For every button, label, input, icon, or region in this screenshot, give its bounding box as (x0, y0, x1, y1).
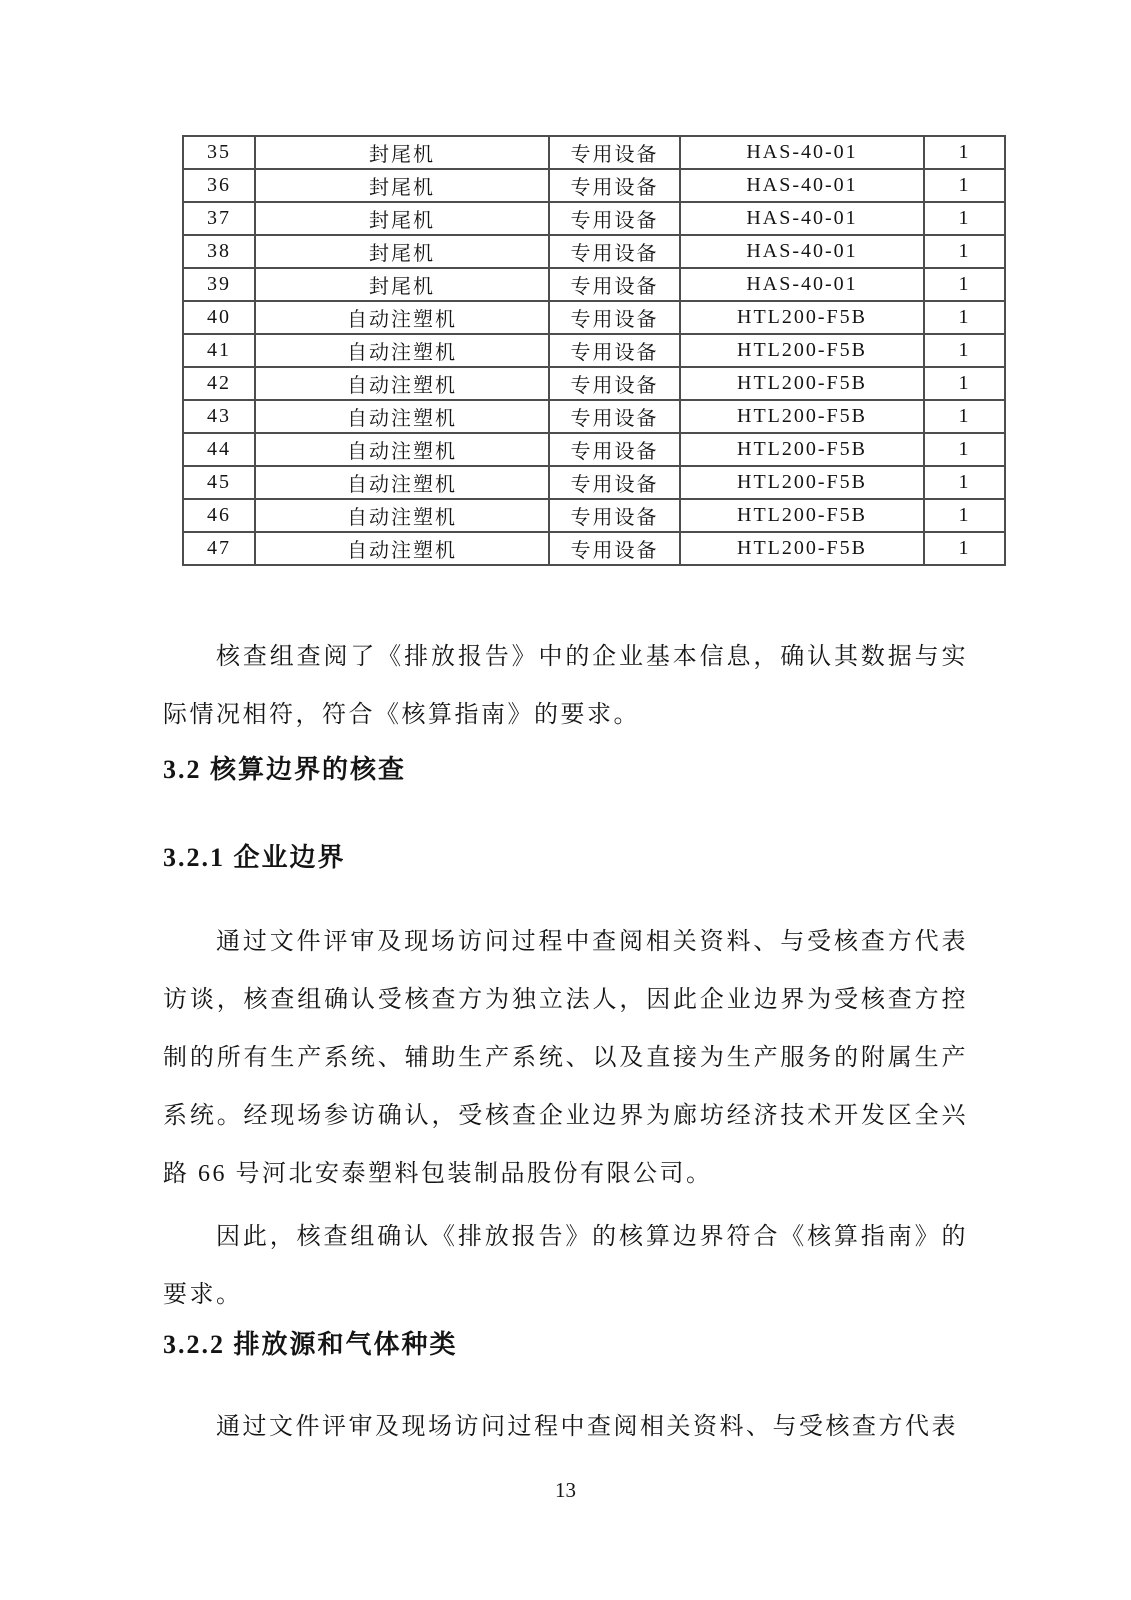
table-row (183, 301, 1005, 334)
section-heading-3-2-2: 3.2.2 排放源和气体种类 (163, 1330, 458, 1359)
table-cell: 40 (183, 301, 255, 334)
table-cell: 自动注塑机 (255, 433, 549, 466)
table-cell: 专用设备 (549, 367, 680, 400)
table-cell: 封尾机 (255, 235, 549, 268)
table-cell: 专用设备 (549, 466, 680, 499)
table-cell: 1 (924, 136, 1005, 169)
table-cell: HAS-40-01 (680, 268, 924, 301)
table-cell: HAS-40-01 (680, 136, 924, 169)
table-cell: 1 (924, 433, 1005, 466)
table-row (183, 268, 1005, 301)
table-cell: 专用设备 (549, 301, 680, 334)
table-cell: HTL200-F5B (680, 301, 924, 334)
paragraph-3-2-1-boundary: 通过文件评审及现场访问过程中查阅相关资料、与受核查方代表访谈，核查组确认受核查方为独立法人，因此企业边界为受核查方控制的所有生产系统、辅助生产系统、以及直接为生产服务的附属生产系统。经现场参访确认，受核查企业边界为廊坊经济技术开发区全兴路 66 号河北安泰塑料包装制品股份有限公司。 (163, 929, 968, 1187)
table-cell: 自动注塑机 (255, 400, 549, 433)
table-cell: 1 (924, 499, 1005, 532)
table-cell: 1 (924, 334, 1005, 367)
table-cell: 封尾机 (255, 136, 549, 169)
table-cell: HTL200-F5B (680, 532, 924, 565)
table-cell: HTL200-F5B (680, 400, 924, 433)
table-cell: 自动注塑机 (255, 499, 549, 532)
page-number: 13 (555, 1478, 576, 1502)
table-cell: 1 (924, 367, 1005, 400)
table-cell: 自动注塑机 (255, 466, 549, 499)
table-cell: 专用设备 (549, 433, 680, 466)
table-cell: 46 (183, 499, 255, 532)
table-row (183, 499, 1005, 532)
table-row (183, 466, 1005, 499)
table-cell: 42 (183, 367, 255, 400)
table-cell: 1 (924, 400, 1005, 433)
table-cell: HAS-40-01 (680, 169, 924, 202)
table-cell: HTL200-F5B (680, 499, 924, 532)
section-heading-3-2: 3.2 核算边界的核查 (163, 755, 407, 784)
table-row (183, 235, 1005, 268)
table-cell: 44 (183, 433, 255, 466)
table-cell: 自动注塑机 (255, 334, 549, 367)
table-cell: 封尾机 (255, 202, 549, 235)
table-cell: 1 (924, 532, 1005, 565)
table-cell: HTL200-F5B (680, 367, 924, 400)
table-row (183, 400, 1005, 433)
table-cell: 41 (183, 334, 255, 367)
paragraph-3-2-2-intro: 通过文件评审及现场访问过程中查阅相关资料、与受核查方代表 (216, 1414, 958, 1440)
table-cell: 专用设备 (549, 169, 680, 202)
table-cell: HTL200-F5B (680, 334, 924, 367)
table-cell: 38 (183, 235, 255, 268)
equipment-table (182, 135, 1006, 566)
table-cell: 36 (183, 169, 255, 202)
table-cell: 自动注塑机 (255, 532, 549, 565)
section-heading-3-2-1: 3.2.1 企业边界 (163, 843, 346, 872)
table-cell: 45 (183, 466, 255, 499)
table-row (183, 169, 1005, 202)
table-cell: 47 (183, 532, 255, 565)
table-cell: 专用设备 (549, 235, 680, 268)
paragraph-after-table: 核查组查阅了《排放报告》中的企业基本信息，确认其数据与实际情况相符，符合《核算指南》的要求。 (163, 644, 968, 728)
table-cell: 专用设备 (549, 532, 680, 565)
table-cell: 43 (183, 400, 255, 433)
table-row (183, 433, 1005, 466)
table-cell: 1 (924, 169, 1005, 202)
table-cell: 封尾机 (255, 268, 549, 301)
table-cell: HTL200-F5B (680, 466, 924, 499)
table-cell: 35 (183, 136, 255, 169)
table-cell: 专用设备 (549, 136, 680, 169)
table-cell: 专用设备 (549, 268, 680, 301)
equipment-table-body (183, 136, 1005, 565)
table-cell: 自动注塑机 (255, 301, 549, 334)
table-cell: 专用设备 (549, 499, 680, 532)
table-cell: 37 (183, 202, 255, 235)
table-cell: 自动注塑机 (255, 367, 549, 400)
table-cell: 1 (924, 235, 1005, 268)
table-cell: 1 (924, 301, 1005, 334)
table-cell: HTL200-F5B (680, 433, 924, 466)
table-cell: 1 (924, 202, 1005, 235)
table-row (183, 136, 1005, 169)
table-cell: 1 (924, 466, 1005, 499)
table-cell: HAS-40-01 (680, 235, 924, 268)
table-row (183, 334, 1005, 367)
table-cell: 专用设备 (549, 334, 680, 367)
table-cell: HAS-40-01 (680, 202, 924, 235)
table-row (183, 367, 1005, 400)
paragraph-3-2-1-conclusion: 因此，核查组确认《排放报告》的核算边界符合《核算指南》的要求。 (163, 1224, 968, 1308)
table-cell: 封尾机 (255, 169, 549, 202)
table-cell: 39 (183, 268, 255, 301)
table-cell: 1 (924, 268, 1005, 301)
table-cell: 专用设备 (549, 202, 680, 235)
table-cell: 专用设备 (549, 400, 680, 433)
table-row (183, 532, 1005, 565)
table-row (183, 202, 1005, 235)
